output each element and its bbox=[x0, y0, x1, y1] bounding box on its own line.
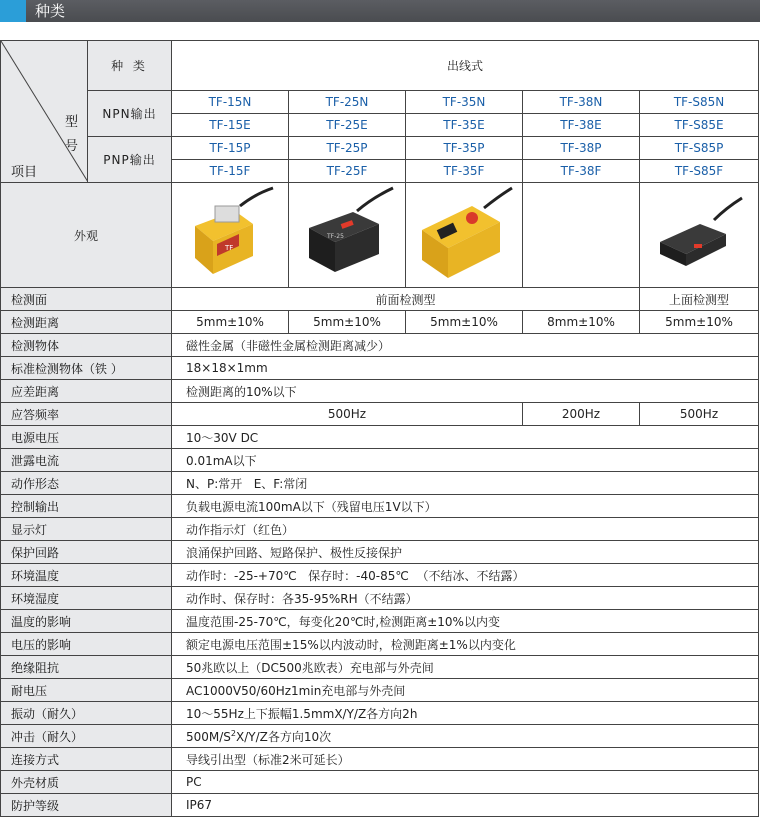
section-title: 种类 bbox=[35, 2, 66, 20]
spec-table bbox=[0, 40, 759, 817]
row-label: 控制输出 bbox=[1, 495, 172, 518]
row-label: 检测物体 bbox=[1, 334, 172, 357]
shock-value-post: X/Y/Z各方向10次 bbox=[236, 729, 332, 744]
row-value: 负载电源电流100mA以下（残留电压1V以下） bbox=[172, 495, 759, 518]
model-cell: TF-15F bbox=[172, 160, 289, 183]
row-value: 500Hz bbox=[640, 403, 759, 426]
model-cell: TF-25N bbox=[289, 91, 406, 114]
yellow-sensor-icon bbox=[185, 186, 275, 281]
type-label: 出线式 bbox=[172, 41, 759, 91]
model-cell: TF-35P bbox=[406, 137, 523, 160]
svg-text:TF: TF bbox=[225, 244, 234, 252]
row-label: 外壳材质 bbox=[1, 771, 172, 794]
row-label: 标准检测物体（铁 ） bbox=[1, 357, 172, 380]
row-label: 环境湿度 bbox=[1, 587, 172, 610]
model-cell: TF-S85P bbox=[640, 137, 759, 160]
row-value: 动作指示灯（红色） bbox=[172, 518, 759, 541]
row-label: 连接方式 bbox=[1, 748, 172, 771]
model-cell: TF-25E bbox=[289, 114, 406, 137]
row-label: 应答频率 bbox=[1, 403, 172, 426]
model-cell: TF-35F bbox=[406, 160, 523, 183]
model-cell: TF-S85E bbox=[640, 114, 759, 137]
row-label: 动作形态 bbox=[1, 472, 172, 495]
row-value: 5mm±10% bbox=[289, 311, 406, 334]
row-value: 前面检测型 bbox=[172, 288, 640, 311]
pnp-label: PNP输出 bbox=[88, 137, 172, 183]
corner-cell bbox=[1, 41, 88, 183]
row-label: 泄露电流 bbox=[1, 449, 172, 472]
row-label: 检测距离 bbox=[1, 311, 172, 334]
row-value: PC bbox=[172, 771, 759, 794]
row-value: 500Hz bbox=[172, 403, 523, 426]
section-header-bar bbox=[0, 0, 760, 22]
model-cell: TF-35N bbox=[406, 91, 523, 114]
row-value: 动作时、保存时：各35-95%RH（不结露） bbox=[172, 587, 759, 610]
row-label: 应差距离 bbox=[1, 380, 172, 403]
row-value: 10～30V DC bbox=[172, 426, 759, 449]
row-value: 上面检测型 bbox=[640, 288, 759, 311]
row-value: 10～55Hz上下振幅1.5mmX/Y/Z各方向2h bbox=[172, 702, 759, 725]
row-value: 动作时：-25-+70℃ 保存时：-40-85℃ （不结冰、不结露） bbox=[172, 564, 759, 587]
shock-value-sup: 2 bbox=[230, 728, 237, 738]
model-cell: TF-15P bbox=[172, 137, 289, 160]
row-value: 检测距离的10%以下 bbox=[172, 380, 759, 403]
product-image-tf25 bbox=[289, 183, 406, 288]
row-value: 8mm±10% bbox=[523, 311, 640, 334]
model-cell: TF-38E bbox=[523, 114, 640, 137]
row-label: 耐电压 bbox=[1, 679, 172, 702]
model-cell: TF-38F bbox=[523, 160, 640, 183]
model-cell: TF-S85N bbox=[640, 91, 759, 114]
row-value: 18×18×1mm bbox=[172, 357, 759, 380]
row-value: IP67 bbox=[172, 794, 759, 817]
yellow-large-sensor-icon bbox=[414, 186, 514, 281]
black-flat-sensor-icon bbox=[654, 186, 744, 281]
row-value bbox=[172, 725, 759, 748]
row-value: 浪涌保护回路、短路保护、极性反接保护 bbox=[172, 541, 759, 564]
row-label: 温度的影响 bbox=[1, 610, 172, 633]
row-label: 电压的影响 bbox=[1, 633, 172, 656]
row-label: 检测面 bbox=[1, 288, 172, 311]
product-image-tf15 bbox=[172, 183, 289, 288]
row-value: 导线引出型（标准2米可延长） bbox=[172, 748, 759, 771]
row-value: 磁性金属（非磁性金属检测距离减少） bbox=[172, 334, 759, 357]
product-image-tf35 bbox=[406, 183, 523, 288]
row-value: 200Hz bbox=[523, 403, 640, 426]
row-value: 50兆欧以上（DC500兆欧表）充电部与外壳间 bbox=[172, 656, 759, 679]
row-value: N、P:常开 E、F:常闭 bbox=[172, 472, 759, 495]
row-value: 额定电源电压范围±15%以内波动时，检测距离±1%以内变化 bbox=[172, 633, 759, 656]
model-cell: TF-15E bbox=[172, 114, 289, 137]
shock-value-pre: 500M/S bbox=[186, 729, 231, 744]
row-label: 保护回路 bbox=[1, 541, 172, 564]
model-cell: TF-35E bbox=[406, 114, 523, 137]
row-value: 温度范围-25-70℃，每变化20℃时,检测距离±10%以内变 bbox=[172, 610, 759, 633]
row-label: 振动（耐久） bbox=[1, 702, 172, 725]
corner-type-2: 号 bbox=[65, 139, 79, 154]
corner-item: 项目 bbox=[11, 165, 38, 180]
category-label: 种 类 bbox=[88, 41, 172, 91]
svg-text:TF-25: TF-25 bbox=[327, 233, 344, 240]
product-image-tfs85 bbox=[640, 183, 759, 288]
appearance-label: 外观 bbox=[1, 183, 172, 288]
row-label: 环境温度 bbox=[1, 564, 172, 587]
model-cell: TF-25P bbox=[289, 137, 406, 160]
row-value: 0.01mA以下 bbox=[172, 449, 759, 472]
row-value: 5mm±10% bbox=[406, 311, 523, 334]
npn-label: NPN输出 bbox=[88, 91, 172, 137]
row-label: 冲击（耐久） bbox=[1, 725, 172, 748]
product-image-tf38 bbox=[523, 183, 640, 288]
row-label: 电源电压 bbox=[1, 426, 172, 449]
model-cell: TF-S85F bbox=[640, 160, 759, 183]
model-cell: TF-38P bbox=[523, 137, 640, 160]
model-cell: TF-38N bbox=[523, 91, 640, 114]
model-cell: TF-15N bbox=[172, 91, 289, 114]
row-value: 5mm±10% bbox=[640, 311, 759, 334]
model-cell: TF-25F bbox=[289, 160, 406, 183]
row-label: 防护等级 bbox=[1, 794, 172, 817]
row-label: 绝缘阻抗 bbox=[1, 656, 172, 679]
row-value: AC1000V50/60Hz1min充电部与外壳间 bbox=[172, 679, 759, 702]
header-accent bbox=[0, 0, 26, 22]
row-value: 5mm±10% bbox=[172, 311, 289, 334]
black-sensor-icon bbox=[297, 186, 397, 281]
row-label: 显示灯 bbox=[1, 518, 172, 541]
corner-type-1: 型 bbox=[65, 115, 79, 130]
